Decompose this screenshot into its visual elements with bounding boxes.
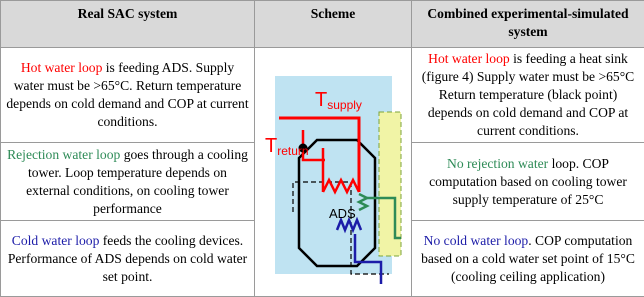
rejection-loop-text-combined: loop. COP computation based on cooling tower supply temperature of 25°C [429,156,627,207]
cell-real-hot [1,48,255,143]
row-hot-water [1,48,644,143]
hot-loop-label-combined: Hot water loop [428,51,510,66]
cell-real-rejection [1,143,255,221]
cell-combined-cold [412,221,644,297]
header-combined: Combined experimental-simulated system [412,1,644,48]
cell-combined-rejection [412,143,644,221]
header-row [1,1,644,48]
hot-loop-text: is feeding ADS. Supply water must be >65°C. Return temperature depends on cold demand and COP at current conditions. [6,60,248,129]
cell-real-cold [1,221,255,297]
scheme-yellow-zone [379,112,401,256]
header-real-sac: Real SAC system [1,1,255,48]
rejection-loop-text: goes through a cooling tower. Loop temperature depends on external conditions, on cooling tower performance [26,147,248,216]
cell-combined-hot [412,48,644,143]
rejection-loop-label-combined: No rejection water [447,156,548,171]
ads-label: ADS [329,206,356,221]
rejection-loop-label: Rejection water loop [7,147,120,162]
hot-loop-label: Hot water loop [21,60,103,75]
hot-loop-text-combined: is feeding a heat sink (figure 4) Supply water must be >65°C Return temperature (black point) depends on cold demand and COP at current conditions. [422,51,634,138]
t-return-label: Treturn [265,135,309,158]
header-scheme: Scheme [255,1,412,48]
cold-loop-text: feeds the cooling devices. Performance of ADS depends on cold water set point. [8,233,247,284]
ads-schematic [259,48,416,296]
scheme-cell [255,48,412,297]
cold-loop-text-combined: . COP computation based on a cold water set point of 15°C (cooling ceiling application) [421,233,635,284]
cold-loop-label-combined: No cold water loop [424,233,529,248]
cold-loop-label: Cold water loop [12,233,100,248]
t-supply-label: Tsupply [315,89,362,112]
